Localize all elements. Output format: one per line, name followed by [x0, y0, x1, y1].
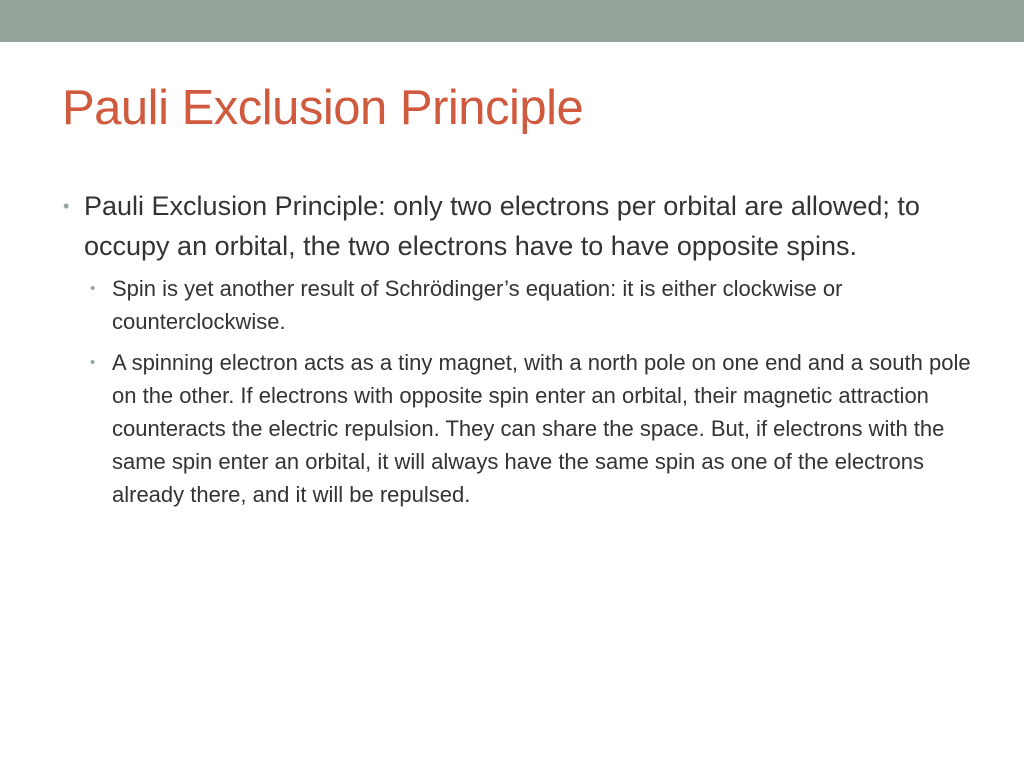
- sub-bullet-item: [90, 346, 971, 511]
- bullet-item: [62, 186, 962, 266]
- sub-bullet-text: A spinning electron acts as a tiny magnet, with a north pole on one end and a south pole on the other. If electrons with opposite spin enter an orbital, their magnetic attraction counteracts the electric repulsion. They can share the space. But, if electrons with the same spin enter an orbital, it will always have the same spin as one of the electrons already there, and it will be repulsed.: [112, 350, 971, 507]
- sub-bullet-dot-icon: •: [90, 354, 96, 371]
- sub-bullet-item: [90, 272, 962, 338]
- bullet-text: Pauli Exclusion Principle: only two electrons per orbital are allowed; to occupy an orbital, the two electrons have to have opposite spins.: [84, 191, 920, 261]
- sub-bullet-text: Spin is yet another result of Schrödinger’s equation: it is either clockwise or counterclockwise.: [112, 276, 843, 334]
- sub-bullet-dot-icon: •: [90, 280, 96, 297]
- slide-title: Pauli Exclusion Principle: [62, 81, 584, 135]
- bullet-dot-icon: •: [63, 196, 70, 216]
- top-accent-bar: [0, 0, 1024, 42]
- slide-content: [62, 186, 971, 511]
